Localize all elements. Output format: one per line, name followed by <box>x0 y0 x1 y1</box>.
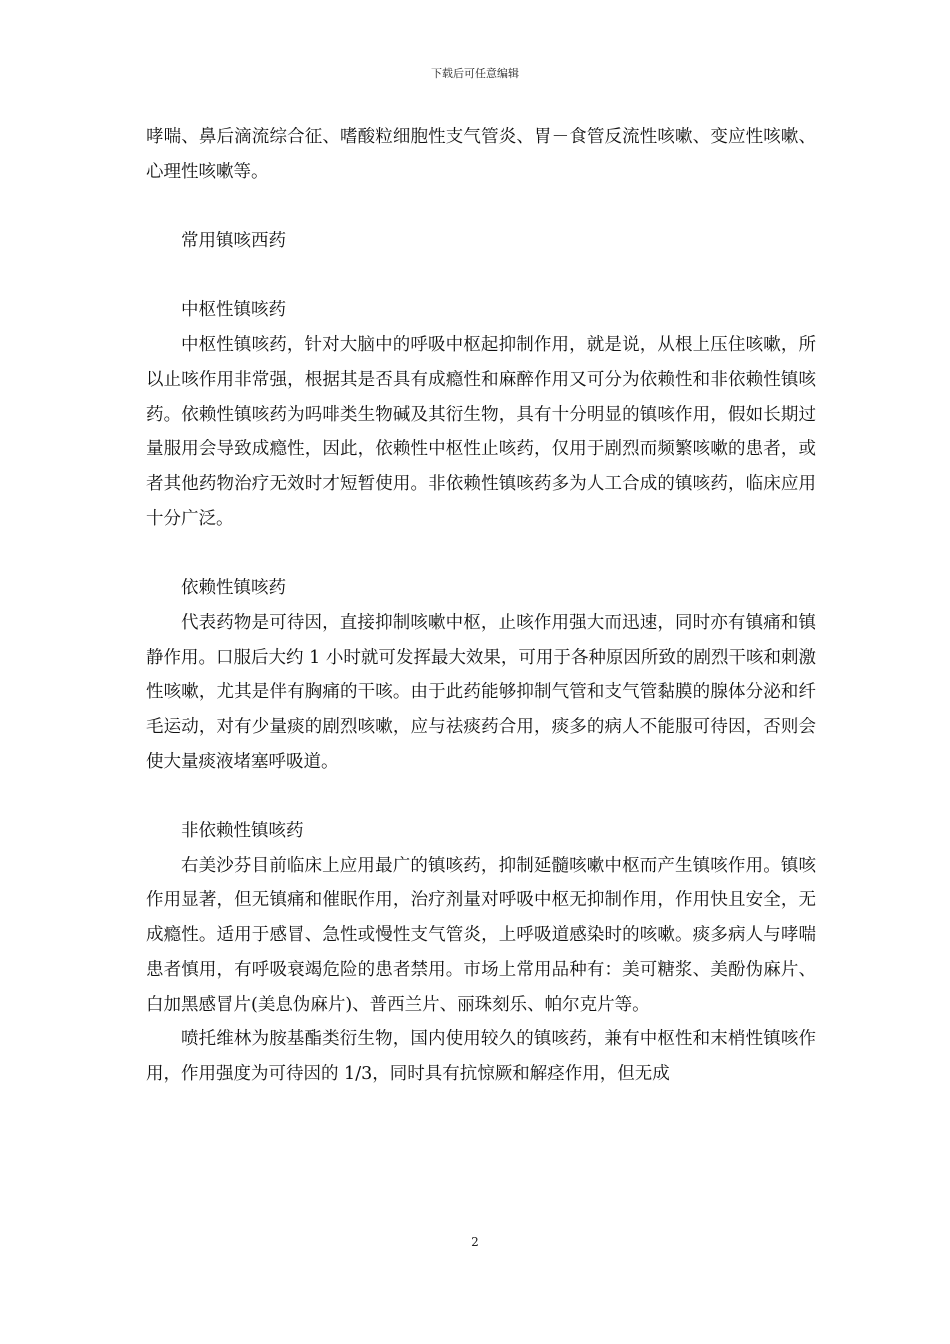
subsection-heading-dependent: 依赖性镇咳药 <box>181 578 286 599</box>
spacer <box>146 189 816 224</box>
page-number: 2 <box>471 1235 479 1249</box>
paragraph-dextromethorphan: 右美沙芬目前临床上应用最广的镇咳药，抑制延髓咳嗽中枢而产生镇咳作用。镇咳作用显著，但无镇痛和催眠作用，治疗剂量对呼吸中枢无抑制作用，作用快且安全，无成瘾性。适用于感冒、急性或慢性支气管炎，上呼吸道感染时的咳嗽。痰多病人与哮喘患者慎用，有呼吸衰竭危险的患者禁用。市场上常用品种有：美可糖浆、美酚伪麻片、白加黑感冒片(美息伪麻片)、普西兰片、丽珠刻乐、帕尔克片等。 <box>146 855 816 1015</box>
paragraph-codeine: 代表药物是可待因，直接抑制咳嗽中枢，止咳作用强大而迅速，同时亦有镇痛和镇静作用。口服后大约 1 小时就可发挥最大效果，可用于各种原因所致的剧烈干咳和刺激性咳嗽，尤其是伴有胸痛的干咳。由于此药能够抑制气管和支气管黏膜的腺体分泌和纤毛运动，对有少量痰的剧烈咳嗽，应与祛痰药合用，痰多的病人不能服可待因，否则会使大量痰液堵塞呼吸道。 <box>146 612 816 772</box>
subsection-heading-non-dependent: 非依赖性镇咳药 <box>181 821 304 841</box>
spacer <box>146 779 816 814</box>
subsection-heading-central: 中枢性镇咳药 <box>181 300 286 321</box>
paragraph-pentoxyverine: 喷托维林为胺基酯类衍生物，国内使用较久的镇咳药，兼有中枢性和末梢性镇咳作用，作用强度为可待因的 1/3，同时具有抗惊厥和解痉作用，但无成 <box>146 1029 816 1084</box>
paragraph-central-antitussives: 中枢性镇咳药，针对大脑中的呼吸中枢起抑制作用，就是说，从根上压住咳嗽，所以止咳作用非常强，根据其是否具有成瘾性和麻醉作用又可分为依赖性和非依赖性镇咳药。依赖性镇咳药为吗啡类生物碱及其衍生物，具有十分明显的镇咳作用，假如长期过量服用会导致成瘾性，因此，依赖性中枢性止咳药，仅用于剧烈而频繁咳嗽的患者，或者其他药物治疗无效时才短暂使用。非依赖性镇咳药多为人工合成的镇咳药，临床应用十分广泛。 <box>146 335 816 529</box>
spacer <box>146 259 816 294</box>
spacer <box>146 536 816 571</box>
paragraph-continued: 哮喘、鼻后滴流综合征、嗜酸粒细胞性支气管炎、胃－食管反流性咳嗽、变应性咳嗽、心理性咳嗽等。 <box>146 127 816 182</box>
page-header: 下载后可任意编辑 <box>431 67 519 80</box>
section-heading-common-antitussives: 常用镇咳西药 <box>181 231 286 252</box>
document-body <box>146 120 816 1092</box>
